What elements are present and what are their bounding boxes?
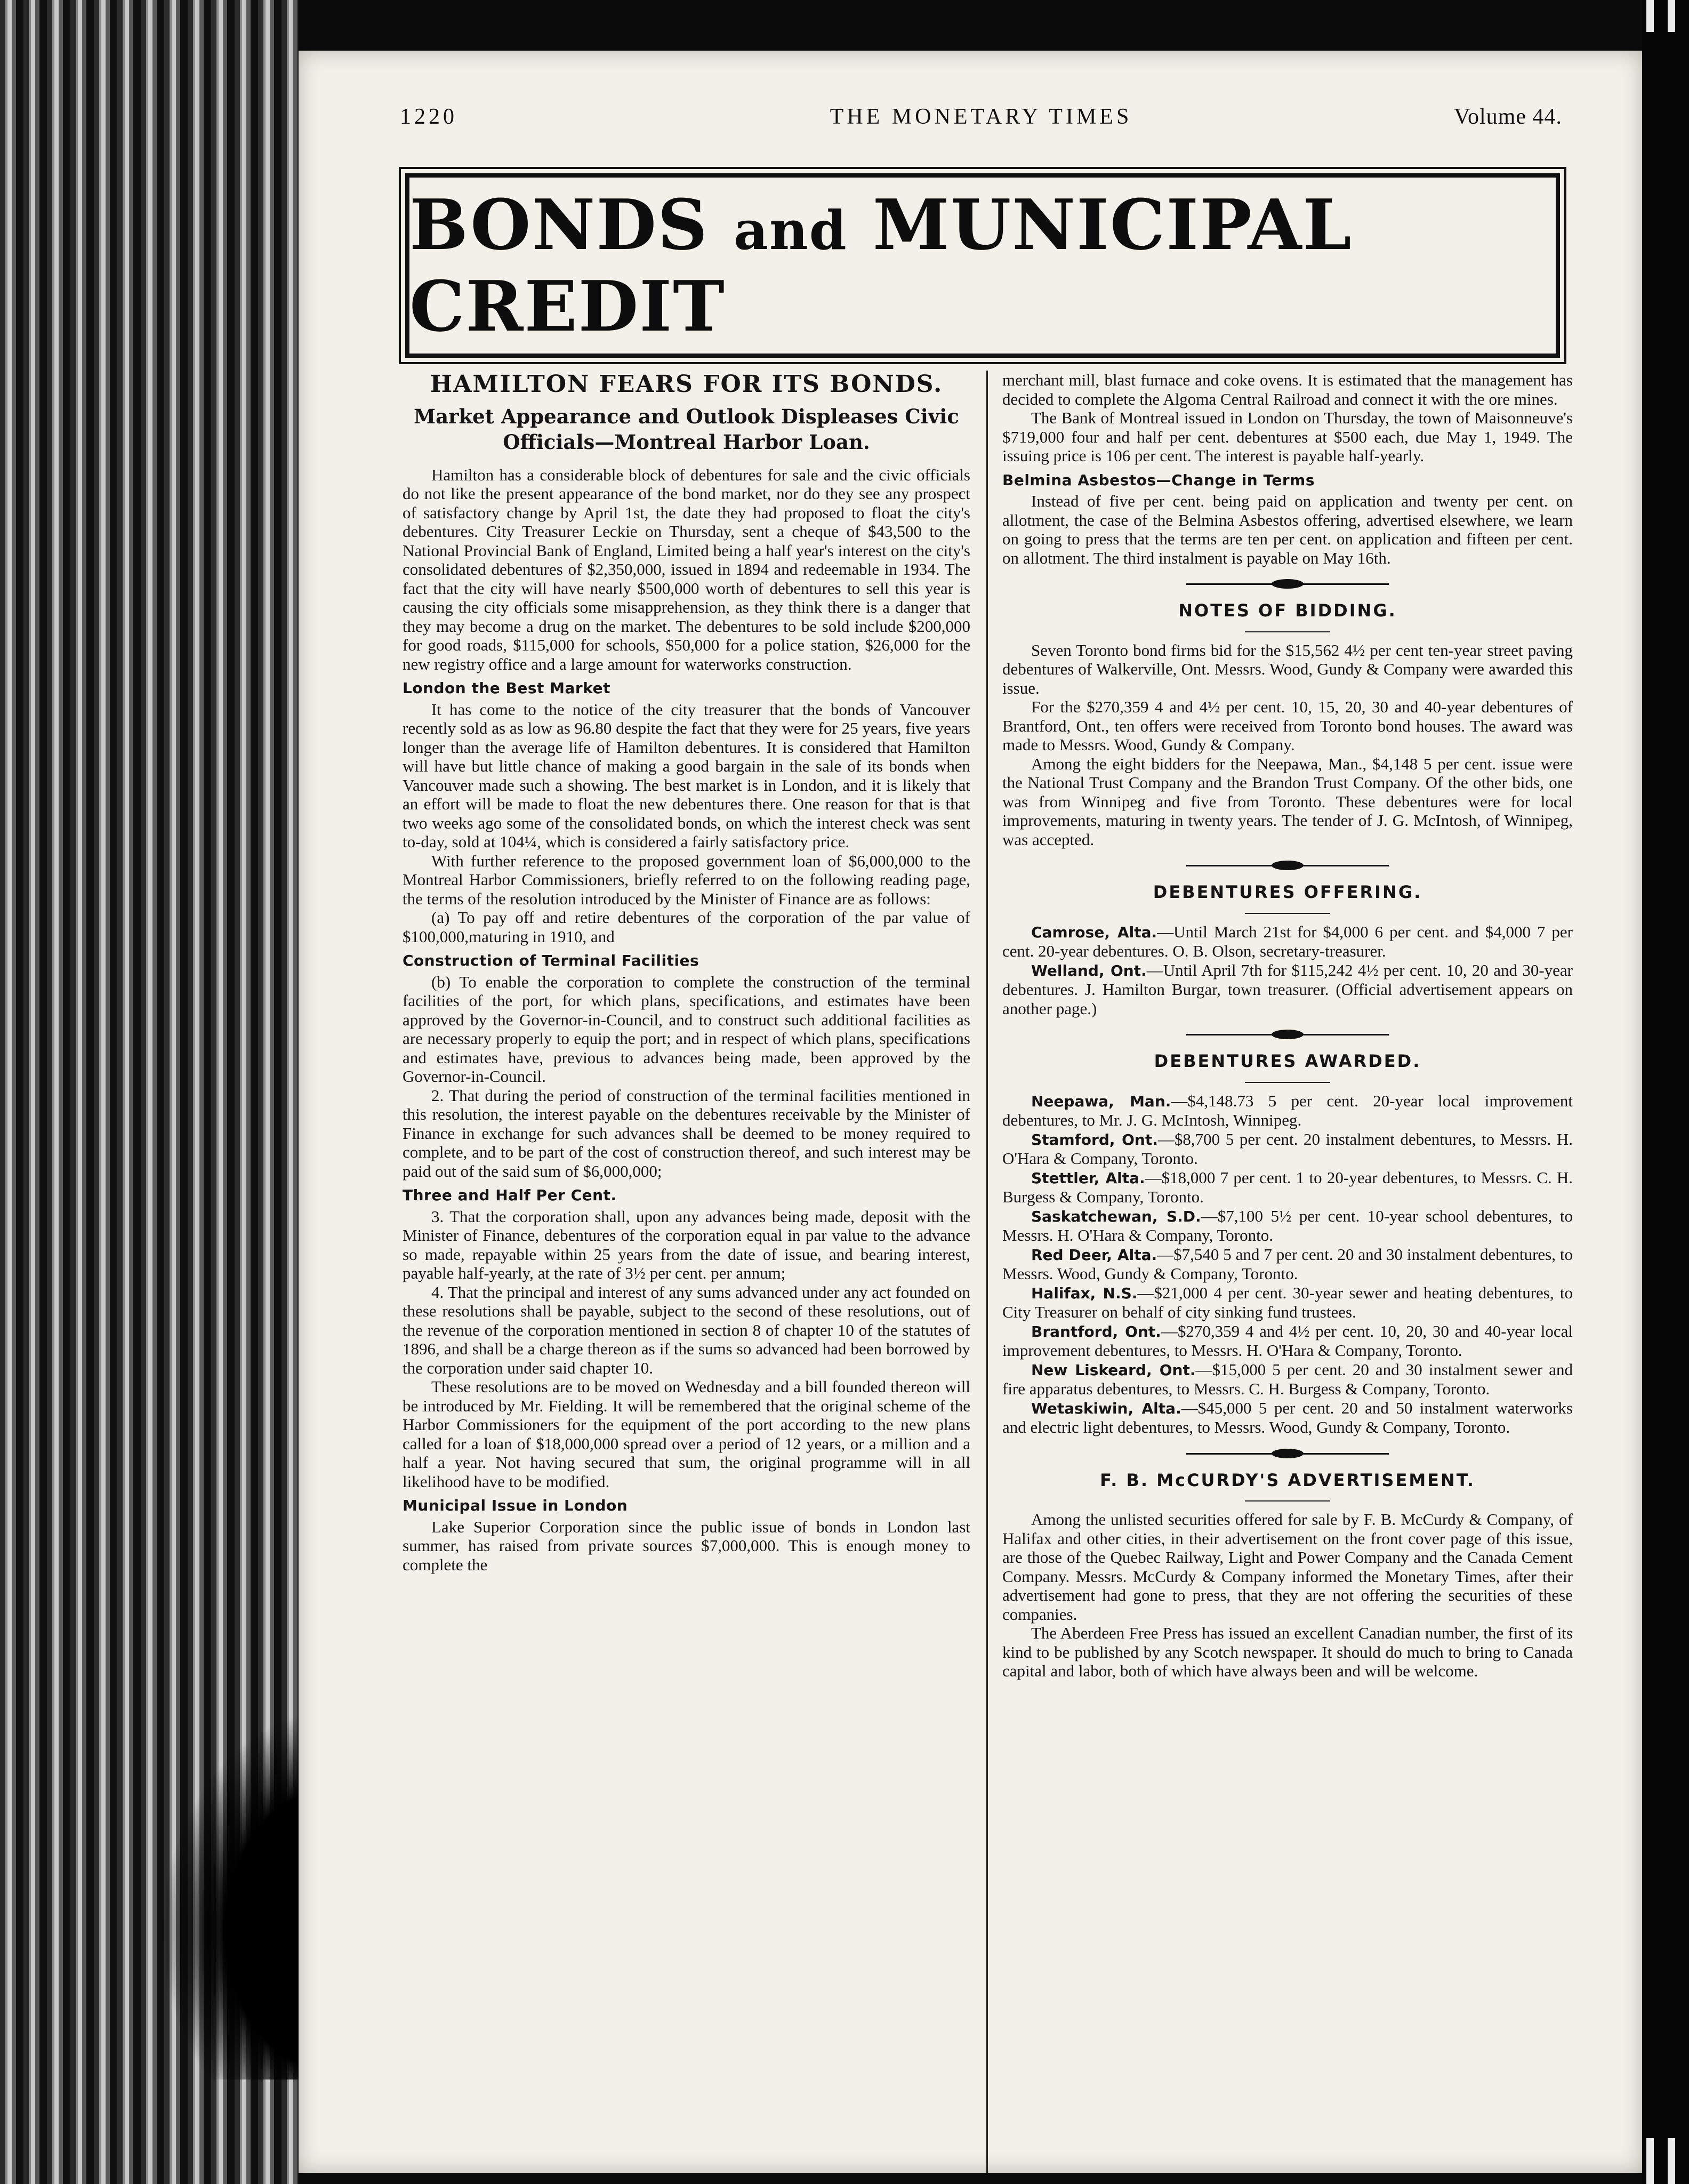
- section-banner: [405, 173, 1560, 358]
- paragraph: 2. That during the period of construction of the terminal facilities mentioned in this resolution, the interest payable on the debentures receivable by the Minister of Finance in exchange for such advances shall be deemed to be money required to complete, and to be part of the cost of construction thereof, and such interest may be paid out of the said sum of $6,000,000;: [403, 1086, 970, 1181]
- paragraph: merchant mill, blast furnace and coke ovens. It is estimated that the management has decided to complete the Algoma Central Railroad and connect it with the ore mines.: [1002, 371, 1573, 408]
- short-rule: [1245, 1500, 1330, 1502]
- entry-place: Red Deer, Alta.: [1031, 1246, 1157, 1264]
- awarded-entry: [1002, 1245, 1573, 1283]
- paragraph: The Aberdeen Free Press has issued an excellent Canadian number, the first of its kind to be published by any Scotch newspaper. It should do much to bring to Canada capital and labor, both of which have always been and will be welcome.: [1002, 1624, 1573, 1680]
- banner-title: [409, 184, 1556, 347]
- left-column: [403, 371, 970, 1574]
- subhead-line-2: Officials—Montreal Harbor Loan.: [503, 430, 870, 454]
- paragraph: For the $270,359 4 and 4½ per cent. 10, 15, 20, 30 and 40-year debentures of Brantford, Ont., ten offers were received from Toronto bond houses. The award was made to Messrs. Wood, Gundy & Company.: [1002, 697, 1573, 754]
- entry-place: Stettler, Alta.: [1031, 1169, 1145, 1187]
- entry-place: Wetaskiwin, Alta.: [1031, 1399, 1181, 1417]
- volume-label: Volume 44.: [1454, 105, 1562, 129]
- ornamental-divider: [1186, 1449, 1389, 1458]
- paragraph: Seven Toronto bond firms bid for the $15,562 4½ per cent ten-year street paving debentures of Walkerville, Ont. Messrs. Wood, Gundy & Company were awarded this issue.: [1002, 640, 1573, 697]
- paragraph: 3. That the corporation shall, upon any advances being made, deposit with the Minister of Finance, debentures of the corporation equal in par value to the advance so made, repayable within 25 years from the date of issue, and bearing interest, payable half-yearly, at the rate of 3½ per cent. per annum;: [403, 1207, 970, 1282]
- paragraph: With further reference to the proposed government loan of $6,000,000 to the Montreal Harbor Commissioners, briefly referred to on the following reading page, the terms of the resolution introduced by the Minister of Finance are as follows:: [403, 851, 970, 908]
- debentures-offering-heading: DEBENTURES OFFERING.: [1153, 882, 1422, 902]
- entry-place: Camrose, Alta.: [1031, 923, 1157, 941]
- entry-text: —$8,700 5 per cent. 20 instalment debentures, to Messrs. H. O'Hara & Company, Toronto.: [1002, 1129, 1573, 1168]
- scan-mark: [1668, 0, 1675, 32]
- paragraph: (b) To enable the corporation to complete the construction of the terminal facilities of the port, for which plans, specifications, and estimates have been approved by the Governor-in-Council, and to construct such additional facilities as are necessary properly to equip the port; and in respect of which plans, specifications and estimates have, previous to advances being made, been approved by the Governor-in-Council.: [403, 972, 970, 1086]
- running-header: [400, 104, 1562, 136]
- banner-word-and: and: [734, 199, 848, 262]
- article-subhead: [403, 404, 970, 455]
- entry-place: New Liskeard, Ont.: [1031, 1361, 1196, 1379]
- entry-place: Stamford, Ont.: [1031, 1130, 1158, 1149]
- entry-place: Welland, Ont.: [1031, 961, 1147, 979]
- scan-border-right: [1642, 0, 1689, 2184]
- entry-place: Brantford, Ont.: [1031, 1322, 1161, 1340]
- paragraph: 4. That the principal and interest of any sums advanced under any act founded on these resolutions shall be payable, subject to the second of these resolutions, out of the revenue of the corporation mentioned in section 8 of chapter 10 of the statutes of 1896, and shall be a charge thereon as if the sums so advanced had been borrowed by the corporation under said chapter 10.: [403, 1282, 970, 1377]
- awarded-entry: [1002, 1130, 1573, 1168]
- entry-text: —Until April 7th for $115,242 4½ per cent. 10, 20 and 30-year debentures. J. Hamilton Burgar, town treasurer. (Official advertisement appears on another page.): [1002, 960, 1573, 1018]
- entry-text: —Until March 21st for $4,000 6 per cent. and $4,000 7 per cent. 20-year debentures. O. B. Olson, secretary-treasurer.: [1002, 922, 1573, 960]
- entry-place: Neepawa, Man.: [1031, 1092, 1171, 1110]
- ornamental-divider: [1186, 579, 1389, 589]
- paragraph: Lake Superior Corporation since the public issue of bonds in London last summer, has raised from private sources $7,000,000. This is enough money to complete the: [403, 1517, 970, 1574]
- awarded-entry: [1002, 1322, 1573, 1360]
- ornamental-divider: [1186, 1030, 1389, 1039]
- awarded-entry: [1002, 1360, 1573, 1399]
- entry-text: —$7,100 5½ per cent. 10-year school debentures, to Messrs. H. O'Hara & Company, Toronto.: [1002, 1206, 1573, 1244]
- paragraph: These resolutions are to be moved on Wednesday and a bill founded thereon will be introduced by Mr. Fielding. It will be remembered that the original scheme of the Harbor Commissioners for the equipment of the port according to the new plans called for a loan of $18,000,000 spread over a period of 12 years, or a million and a half a year. Not having secured that sum, the original programme will in all likelihood have to be modified.: [403, 1377, 970, 1491]
- paragraph: Instead of five per cent. being paid on application and twenty per cent. on allotment, the case of the Belmina Asbestos offering, advertised elsewhere, we learn on going to press that the terms are ten per cent. on application and fifteen per cent. on allotment. The third instalment is payable on May 16th.: [1002, 492, 1573, 567]
- offering-entry: [1002, 961, 1573, 1018]
- scan-mark: [1646, 2138, 1654, 2184]
- section-heading: London the Best Market: [403, 679, 610, 697]
- section-heading: Three and Half Per Cent.: [403, 1186, 617, 1204]
- notes-of-bidding-heading: NOTES OF BIDDING.: [1178, 600, 1397, 621]
- entry-text: —$7,540 5 and 7 per cent. 20 and 30 instalment debentures, to Messrs. Wood, Gundy & Company, Toronto.: [1002, 1244, 1573, 1283]
- column-divider: [986, 371, 988, 2173]
- banner-word-bonds: BONDS: [409, 184, 709, 266]
- short-rule: [1245, 913, 1330, 914]
- section-heading: Municipal Issue in London: [403, 1497, 628, 1514]
- entry-text: —$18,000 7 per cent. 1 to 20-year debentures, to Messrs. C. H. Burgess & Company, Toronto.: [1002, 1168, 1573, 1206]
- paragraph: The Bank of Montreal issued in London on Thursday, the town of Maisonneuve's $719,000 four and half per cent. debentures at $500 each, due May 1, 1949. The issuing price is 106 per cent. The interest is payable half-yearly.: [1002, 408, 1573, 465]
- awarded-entry: [1002, 1399, 1573, 1437]
- awarded-entry: [1002, 1168, 1573, 1207]
- paragraph: It has come to the notice of the city treasurer that the bonds of Vancouver recently sold as as low as 96.80 despite the fact that they were for 25 years, five years longer than the average life of Hamilton debentures. It is considered that Hamilton will have but little chance of making a good bargain in the sale of its bonds when Vancouver made such a showing. The best market is in London, and it is likely that an effort will be made to float the new debentures there. One reason for that is that two weeks ago some of the consolidated bonds, on which the interest check was sent to-day, sold at 104¼, which is considered a fairly satisfactory price.: [403, 700, 970, 851]
- paragraph: Among the eight bidders for the Neepawa, Man., $4,148 5 per cent. issue were the National Trust Company and the Brandon Trust Company. Of the other bids, one was from Winnipeg and five from Toronto. These debentures were for local improvements, maturing in twenty years. The tender of J. G. McIntosh, of Winnipeg, was accepted.: [1002, 754, 1573, 849]
- page-number: 1220: [400, 105, 457, 129]
- short-rule: [1245, 631, 1330, 632]
- newspaper-page: [299, 51, 1642, 2173]
- debentures-awarded-heading: DEBENTURES AWARDED.: [1154, 1051, 1421, 1071]
- awarded-entry: [1002, 1091, 1573, 1130]
- publication-title: THE MONETARY TIMES: [830, 105, 1132, 129]
- offering-entry: [1002, 922, 1573, 961]
- mccurdy-heading: F. B. McCURDY'S ADVERTISEMENT.: [1100, 1470, 1475, 1490]
- awarded-entry: [1002, 1283, 1573, 1322]
- article-headline: HAMILTON FEARS FOR ITS BONDS.: [430, 371, 943, 398]
- entry-place: Halifax, N.S.: [1031, 1284, 1138, 1302]
- ornamental-divider: [1186, 861, 1389, 870]
- entry-text: —$21,000 4 per cent. 30-year sewer and heating debentures, to City Treasurer on behalf of city sinking fund trustees.: [1002, 1283, 1573, 1321]
- scan-mark: [1646, 0, 1654, 32]
- short-rule: [1245, 1082, 1330, 1083]
- paragraph: (a) To pay off and retire debentures of the corporation of the par value of $100,000,maturing in 1910, and: [403, 908, 970, 946]
- entry-text: —$15,000 5 per cent. 20 and 30 instalment sewer and fire apparatus debentures, to Messrs. C. H. Burgess & Company, Toronto.: [1002, 1360, 1573, 1398]
- section-heading: Construction of Terminal Facilities: [403, 952, 699, 969]
- entry-text: —$45,000 5 per cent. 20 and 50 instalment waterworks and electric light debentures, to Messrs. Wood, Gundy & Company, Toronto.: [1002, 1398, 1573, 1436]
- paragraph: Among the unlisted securities offered for sale by F. B. McCurdy & Company, of Halifax and other cities, in their advertisement on the front cover page of this issue, are those of the Quebec Railway, Light and Power Company and the Canada Cement Company. Messrs. McCurdy & Company informed the Monetary Times, after their advertisement had gone to press, that they are not offering the securities of these companies.: [1002, 1510, 1573, 1624]
- banner-word-municipal-credit: MUNICIPAL CREDIT: [409, 184, 1353, 347]
- entry-place: Saskatchewan, S.D.: [1031, 1207, 1201, 1225]
- scan-mark: [1668, 2138, 1675, 2184]
- book-page-edges: [0, 0, 299, 2184]
- entry-text: —$4,148.73 5 per cent. 20-year local improvement debentures, to Mr. J. G. McIntosh, Winnipeg.: [1002, 1091, 1573, 1129]
- entry-text: —$270,359 4 and 4½ per cent. 10, 20, 30 and 40-year local improvement debentures, to Messrs. H. O'Hara & Company, Toronto.: [1002, 1321, 1573, 1360]
- paragraph: Hamilton has a considerable block of debentures for sale and the civic officials do not like the present appearance of the bond market, nor do they see any prospect of satisfactory change by April 1st, the date they had proposed to float the city's debentures. City Treasurer Leckie on Thursday, sent a cheque of $43,500 to the National Provincial Bank of England, Limited being a half year's interest on the city's consolidated debentures of $2,350,000, issued in 1894 and redeemable in 1934. The fact that the city will have nearly $500,000 worth of debentures to sell this year is causing the city officials some misapprehension, as they think there is a danger that they may become a drug on the market. The debentures to be sold include $200,000 for good roads, $115,000 for schools, $50,000 for a police station, $26,000 for the new registry office and a large amount for waterworks construction.: [403, 465, 970, 673]
- awarded-entry: [1002, 1207, 1573, 1245]
- section-heading: Belmina Asbestos—Change in Terms: [1002, 471, 1315, 489]
- right-column: [1002, 371, 1573, 1681]
- subhead-line-1: Market Appearance and Outlook Displeases Civic: [414, 404, 959, 428]
